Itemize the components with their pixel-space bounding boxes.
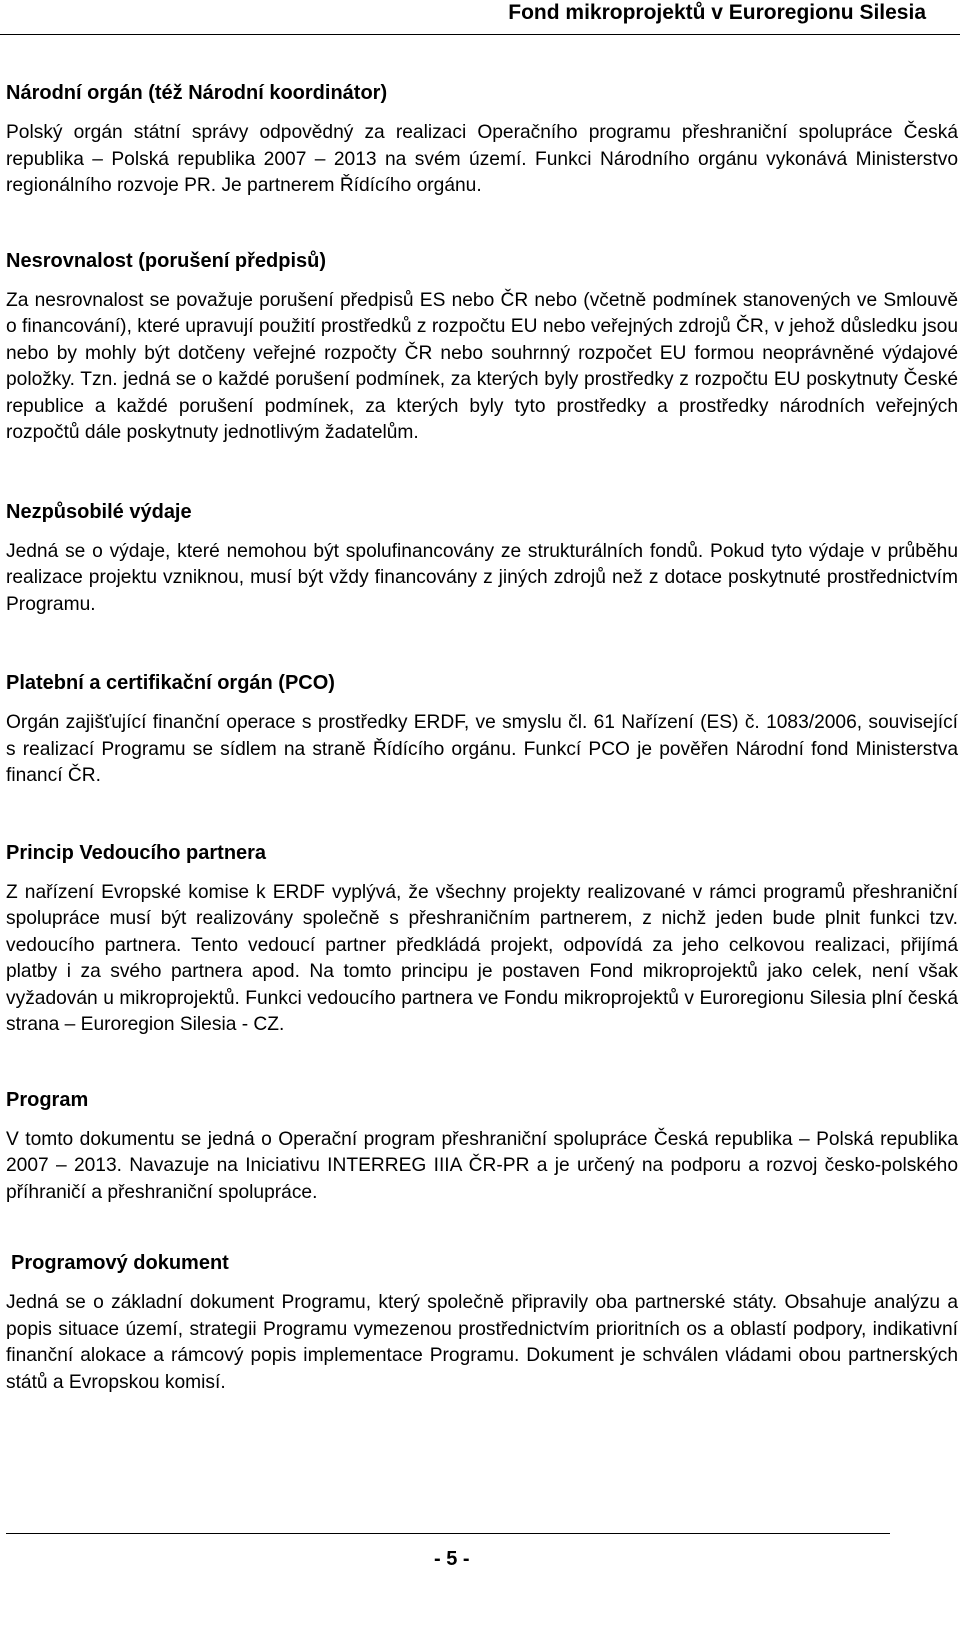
section-nezpusobile-vydaje	[6, 499, 958, 619]
section-paragraph: Jedná se o základní dokument Programu, který společně připravily oba partnerské státy. Obsahuje analýzu a popis situace území, strategii Programu vymezenou prostřednictvím prioritních os a oblastí podpory, indikativní finanční alokace a rámcový popis implementace Programu. Dokument je schválen vládami obou partnerských států a Evropskou komisí.	[6, 1292, 958, 1393]
header-divider	[0, 34, 960, 35]
section-paragraph: Z nařízení Evropské komise k ERDF vyplývá, že všechny projekty realizované v rámci programů přeshraniční spolupráce musí být realizovány společně s přeshraničním partnerem, z nichž jeden bude plnit funkci tzv. vedoucího partnera. Tento vedoucí partner předkládá projekt, odpovídá za jeho celkovou realizaci, přijímá platby i za svého partnera apod. Na tomto principu je postaven Fond mikroprojektů jako celek, není však vyžadován u mikroprojektů. Funkci vedoucího partnera ve Fondu mikroprojektů v Euroregionu Silesia plní česká strana – Euroregion Silesia - CZ.	[6, 881, 958, 1035]
section-paragraph: Orgán zajišťující finanční operace s prostředky ERDF, ve smyslu čl. 61 Nařízení (ES) č. 1083/2006, související s realizací Programu se sídlem na straně Řídícího orgánu. Funkcí PCO je pověřen Národní fond Ministerstva financí ČR.	[6, 712, 958, 786]
section-heading: Nezpůsobilé výdaje	[6, 500, 192, 523]
section-paragraph: Jedná se o výdaje, které nemohou být spolufinancovány ze strukturálních fondů. Pokud tyto výdaje v průběhu realizace projektu vzniknou, musí být vždy financovány z jiných zdrojů než z dotace poskytnuté prostřednictvím Programu.	[6, 540, 958, 615]
section-heading: Platební a certifikační orgán (PCO)	[6, 672, 335, 694]
section-program	[6, 1087, 958, 1207]
section-paragraph: Polský orgán státní správy odpovědný za realizaci Operačního programu přeshraniční spolupráce Česká republika – Polská republika 2007 – 2013 na svém území. Funkci Národního orgánu vykonává Ministerstvo regionálního rozvoje PR. Je partnerem Řídícího orgánu.	[6, 122, 958, 196]
running-header-title: Fond mikroprojektů v Euroregionu Silesia	[508, 1, 926, 24]
footer-divider	[6, 1533, 890, 1534]
section-platebni-organ	[6, 670, 958, 790]
section-paragraph: V tomto dokumentu se jedná o Operační program přeshraniční spolupráce Česká republika – Polská republika 2007 – 2013. Navazuje na Iniciativu INTERREG IIIA ČR-PR a je určený na podporu a rozvoj česko-polského příhraničí a přeshraniční spolupráce.	[6, 1128, 958, 1203]
section-heading: Programový dokument	[11, 1252, 229, 1274]
section-princip-vedouciho-partnera	[6, 840, 958, 1039]
section-heading: Program	[6, 1088, 89, 1111]
section-heading: Princip Vedoucího partnera	[6, 841, 267, 864]
section-nesrovnalost	[6, 248, 958, 447]
section-paragraph: Za nesrovnalost se považuje porušení předpisů ES nebo ČR nebo (včetně podmínek stanovených ve Smlouvě o financování), které upravují použití prostředků z rozpočtu EU nebo veřejných zdrojů ČR, v jehož důsledku jsou nebo by mohly být dotčeny veřejné rozpočty ČR nebo souhrnný rozpočet EU formou neoprávněné výdajové položky. Tzn. jedná se o každé porušení podmínek, za kterých byly prostředky z rozpočtu EU poskytnuty České republice a každé porušení podmínek, za kterých byly tyto prostředky a prostředky národních veřejných rozpočtů dále poskytnuty jednotlivým žadatelům.	[6, 289, 958, 443]
section-programovy-dokument	[6, 1250, 958, 1396]
section-heading: Nesrovnalost (porušení předpisů)	[6, 249, 327, 272]
page-number: - 5 -	[434, 1548, 470, 1570]
section-narodni-organ	[6, 80, 958, 200]
section-heading: Národní orgán (též Národní koordinátor)	[6, 82, 388, 104]
document-body	[6, 80, 958, 1396]
